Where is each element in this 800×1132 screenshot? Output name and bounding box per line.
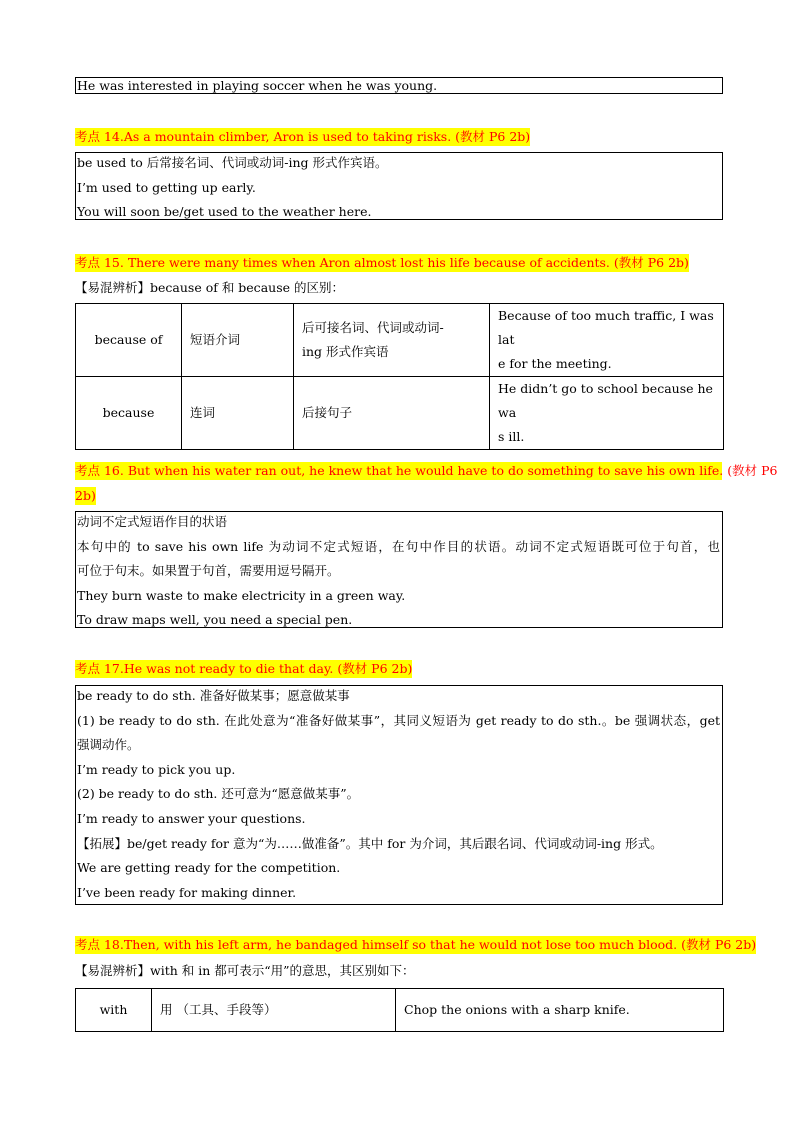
pos-cell: 短语介词	[182, 304, 294, 377]
point16-line-4: They burn waste to make electricity in a green way.	[77, 588, 406, 603]
point17-line-5: (2) be ready to do sth. 还可意为“愿意做某事”。	[77, 786, 360, 801]
table-row	[76, 304, 724, 377]
table-row	[76, 377, 724, 450]
point14-line-2: I’m used to getting up early.	[77, 180, 256, 195]
point17-box	[75, 685, 723, 905]
point16-line-1: 动词不定式短语作目的状语	[77, 514, 228, 529]
point16-line-3: 可位于句末。如果置于句首，需要用逗号隔开。	[77, 563, 340, 578]
point15-note: 【易混辨析】because of 和 because 的区别：	[75, 280, 344, 295]
example-cell: Chop the onions with a sharp knife.	[396, 989, 724, 1032]
point15-heading: 考点 15. There were many times when Aron almost lost his life because of accidents. (教材 P6 2b)	[75, 255, 689, 270]
point17-line-6: I’m ready to answer your questions.	[77, 811, 306, 826]
word-cell: because	[76, 377, 182, 450]
point18-compare-table	[75, 988, 724, 1032]
example-line: Because of too much traffic, I was lat	[498, 308, 714, 347]
point14-line-1: be used to 后常接名词、代词或动词-ing 形式作宾语。	[77, 155, 388, 170]
meaning-cell: 用 （工具、手段等）	[152, 989, 396, 1032]
point17-line-2: (1) be ready to do sth. 在此处意为“准备好做某事”，其同义短语为 get ready to do sth.。be 强调状态，get	[77, 713, 720, 728]
point14-line-3: You will soon be/get used to the weather here.	[77, 204, 372, 219]
point18-note: 【易混辨析】with 和 in 都可表示“用”的意思，其区别如下：	[75, 963, 415, 978]
point16-heading-line-1: 考点 16. But when his water ran out, he knew that he would have to do something to save his own life. (教材 P6	[75, 463, 778, 478]
example-sentence: He was interested in playing soccer when he was young.	[77, 78, 438, 93]
usage-line: 后可接名词、代词或动词-	[302, 320, 444, 335]
point17-line-9: I’ve been ready for making dinner.	[77, 885, 297, 900]
point17-line-4: I’m ready to pick you up.	[77, 762, 236, 777]
point16-box	[75, 511, 723, 628]
table-row	[76, 989, 724, 1032]
example-cell	[490, 304, 724, 377]
point17-line-8: We are getting ready for the competition.	[77, 860, 341, 875]
example-line: s ill.	[498, 429, 525, 444]
point14-heading: 考点 14.As a mountain climber, Aron is used to taking risks. (教材 P6 2b)	[75, 129, 531, 144]
point18-heading: 考点 18.Then, with his left arm, he bandaged himself so that he would not lose too much blood. (教材 P6 2b)	[75, 937, 757, 952]
point15-compare-table	[75, 303, 724, 450]
example-box-top	[75, 77, 723, 94]
word-cell: because of	[76, 304, 182, 377]
point17-line-3: 强调动作。	[77, 737, 140, 752]
word-cell: with	[76, 989, 152, 1032]
example-line: He didn’t go to school because he wa	[498, 381, 713, 420]
point17-heading: 考点 17.He was not ready to die that day. (教材 P6 2b)	[75, 661, 413, 676]
point16-line-2: 本句中的 to save his own life 为动词不定式短语，在句中作目的状语。动词不定式短语既可位于句首，也	[77, 539, 720, 554]
point16-heading-line-2: 2b)	[75, 488, 96, 503]
point14-box	[75, 152, 723, 220]
usage-cell: 后接句子	[294, 377, 490, 450]
usage-cell	[294, 304, 490, 377]
pos-cell: 连词	[182, 377, 294, 450]
point16-line-5: To draw maps well, you need a special pen.	[77, 612, 353, 627]
point17-line-7: 【拓展】be/get ready for 意为“为……做准备”。其中 for 为介词，其后跟名词、代词或动词-ing 形式。	[77, 836, 663, 851]
point17-line-1: be ready to do sth. 准备好做某事；愿意做某事	[77, 688, 350, 703]
example-cell	[490, 377, 724, 450]
usage-line: ing 形式作宾语	[302, 344, 389, 359]
example-line: e for the meeting.	[498, 356, 612, 371]
